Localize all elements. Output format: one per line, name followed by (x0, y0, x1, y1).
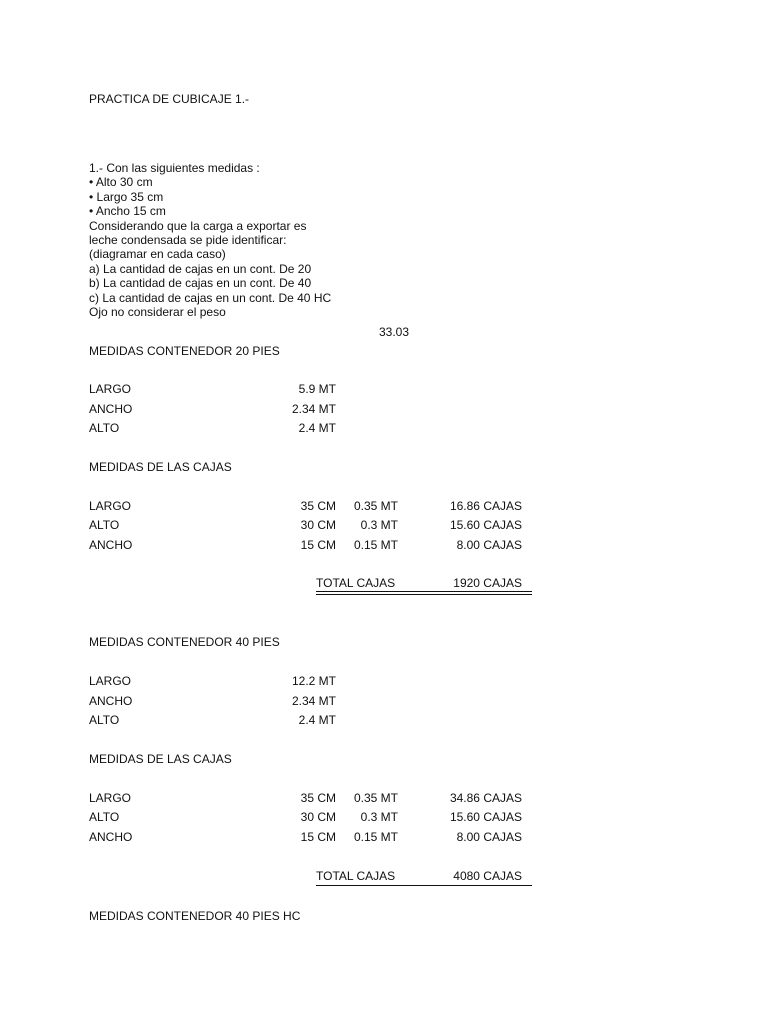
c40-box-cm: 30 CM (300, 810, 336, 824)
c20-total-underline (316, 591, 532, 592)
c40-box-label: ALTO (89, 810, 120, 824)
c20-total-double-underline (316, 594, 532, 595)
c40-box-mt: 0.3 MT (360, 810, 398, 824)
c40-label-largo: LARGO (89, 674, 132, 688)
c40-box-cm: 35 CM (300, 791, 336, 805)
intro-line: • Largo 35 cm (89, 189, 164, 204)
container40hc-heading: MEDIDAS CONTENEDOR 40 PIES HC (89, 909, 301, 923)
c20-box-label: ANCHO (89, 538, 133, 552)
c20-box-cm: 35 CM (300, 499, 336, 513)
c20-box-cajas: 15.60 CAJAS (449, 518, 522, 532)
c40-boxes-heading: MEDIDAS DE LAS CAJAS (89, 752, 232, 766)
intro-line: a) La cantidad de cajas en un cont. De 20 (89, 261, 312, 276)
c40-box-cajas: 34.86 CAJAS (449, 791, 522, 805)
c20-box-mt: 0.15 MT (353, 538, 398, 552)
c40-label-alto: ALTO (89, 713, 120, 727)
container20-heading: MEDIDAS CONTENEDOR 20 PIES (89, 344, 280, 358)
intro-line: (diagramar en cada caso) (89, 247, 226, 262)
c20-box-mt: 0.35 MT (353, 499, 398, 513)
intro-line: 1.- Con las siguientes medidas : (89, 161, 260, 175)
container40-heading: MEDIDAS CONTENEDOR 40 PIES (89, 635, 280, 649)
c20-box-mt: 0.3 MT (360, 518, 398, 532)
c20-label-largo: LARGO (89, 382, 132, 396)
c40-total-value: 4080 CAJAS (453, 869, 522, 883)
c40-total-underline (316, 885, 532, 886)
c40-box-cm: 15 CM (300, 830, 336, 844)
c40-value-largo: 12.2 MT (291, 674, 336, 688)
c20-label-ancho: ANCHO (89, 402, 133, 416)
c40-label-ancho: ANCHO (89, 694, 133, 708)
c40-box-label: ANCHO (89, 830, 133, 844)
floating-value: 33.03 (379, 325, 410, 339)
c20-box-cajas: 8.00 CAJAS (456, 538, 522, 552)
intro-line: c) La cantidad de cajas en un cont. De 40 HC (89, 290, 332, 305)
intro-line: • Ancho 15 cm (89, 204, 166, 219)
c20-box-cm: 30 CM (300, 518, 336, 532)
page-title: PRACTICA DE CUBICAJE 1.- (89, 92, 250, 106)
c20-value-largo: 5.9 MT (298, 382, 336, 396)
intro-line: • Alto 30 cm (89, 175, 153, 190)
c20-total-label: TOTAL CAJAS (316, 576, 396, 590)
c40-box-label: LARGO (89, 791, 132, 805)
c40-box-cajas: 15.60 CAJAS (449, 810, 522, 824)
intro-line: leche condensada se pide identificar: (89, 232, 287, 247)
c40-box-mt: 0.15 MT (353, 830, 398, 844)
c20-box-cajas: 16.86 CAJAS (449, 499, 522, 513)
c40-box-mt: 0.35 MT (353, 791, 398, 805)
c20-label-alto: ALTO (89, 421, 120, 435)
c40-box-cajas: 8.00 CAJAS (456, 830, 522, 844)
c40-value-ancho: 2.34 MT (291, 694, 336, 708)
intro-line: Ojo no considerar el peso (89, 304, 226, 319)
c20-total-value: 1920 CAJAS (453, 576, 522, 590)
intro-text (89, 161, 331, 319)
intro-line: b) La cantidad de cajas en un cont. De 40 (89, 276, 312, 291)
c20-box-label: ALTO (89, 518, 120, 532)
intro-line: Considerando que la carga a exportar es (89, 218, 307, 233)
c40-total-label: TOTAL CAJAS (316, 869, 396, 883)
c20-value-ancho: 2.34 MT (291, 402, 336, 416)
c20-box-cm: 15 CM (300, 538, 336, 552)
c20-boxes-heading: MEDIDAS DE LAS CAJAS (89, 460, 232, 474)
c20-box-label: LARGO (89, 499, 132, 513)
c40-value-alto: 2.4 MT (298, 713, 336, 727)
c20-value-alto: 2.4 MT (298, 421, 336, 435)
